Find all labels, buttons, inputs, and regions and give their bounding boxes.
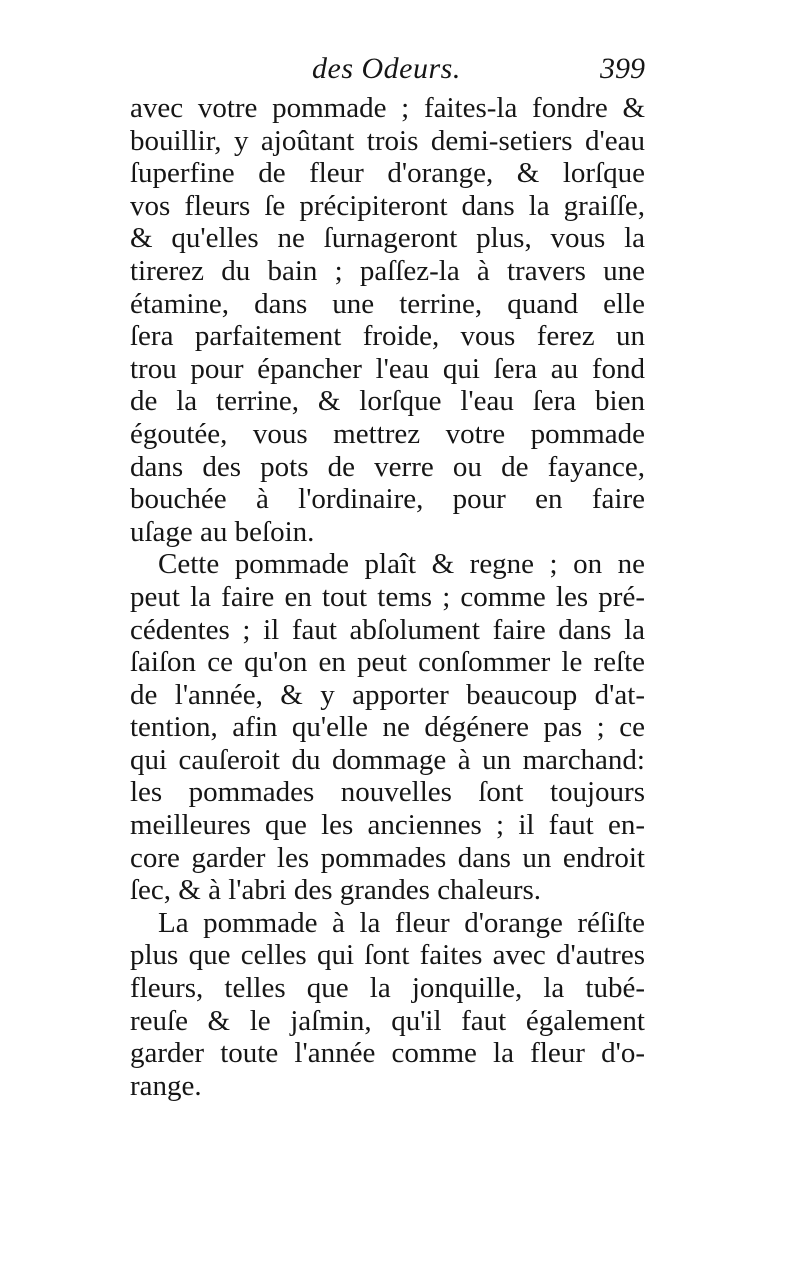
text-line: ſaiſon ce qu'on en peut conſommer le reſte [130,646,645,679]
text-line: garder toute l'année comme la fleur d'o- [130,1037,645,1070]
text-line: & qu'elles ne ſurnageront plus, vous la [130,222,645,255]
text-line: meilleures que les anciennes ; il faut en- [130,809,645,842]
text-line: vos fleurs ſe précipiteront dans la graiſſe, [130,189,645,222]
text-line: uſage au beſoin. [130,515,315,548]
text-line: qui cauſeroit du dommage à un marchand: [130,743,645,776]
paragraph-2 [130,548,645,907]
text-line: ſec, & à l'abri des grandes chaleurs. [130,874,542,907]
text-line: cédentes ; il faut abſolument faire dans la [130,613,645,646]
text-line: peut la faire en tout tems ; comme les pré- [130,580,645,613]
text-line: égoutée, vous mettrez votre pommade [130,417,645,450]
page-number: 399 [600,52,645,85]
text-line: bouillir, y ajoûtant trois demi-setiers d'eau [130,124,645,157]
text-line: core garder les pommades dans un endroit [130,841,645,874]
text-line: de l'année, & y apporter beaucoup d'at- [130,678,645,711]
running-head [130,52,645,92]
text-line: plus que celles qui ſont faites avec d'autres [130,939,645,972]
text-line: fleurs, telles que la jonquille, la tubé- [130,972,645,1005]
text-line: range. [130,1069,202,1102]
text-line: dans des pots de verre ou de fayance, [130,450,645,483]
text-line: tention, afin qu'elle ne dégénere pas ; ce [130,711,645,744]
text-line: Cette pommade plaît & regne ; on ne [158,548,645,581]
text-line: La pommade à la fleur d'orange réſiſte [158,906,645,939]
paragraph-3 [130,907,645,1103]
text-line: avec votre pommade ; faites-la fondre & [130,92,645,124]
running-title: des Odeurs. [312,52,461,85]
text-line: de la terrine, & lorſque l'eau ſera bien [130,385,645,418]
text-line: étamine, dans une terrine, quand elle [130,287,645,320]
body-text [130,92,645,1102]
text-line: ſuperfine de fleur d'orange, & lorſque [130,157,645,190]
text-line: trou pour épancher l'eau qui ſera au fond [130,352,645,385]
text-line: tirerez du bain ; paſſez-la à travers une [130,254,645,287]
text-line: les pommades nouvelles ſont toujours [130,776,645,809]
paragraph-1 [130,92,645,548]
text-line: ſera parfaitement froide, vous ferez un [130,320,645,353]
text-line: bouchée à l'ordinaire, pour en faire [130,483,645,516]
text-line: reuſe & le jaſmin, qu'il faut également [130,1004,645,1037]
